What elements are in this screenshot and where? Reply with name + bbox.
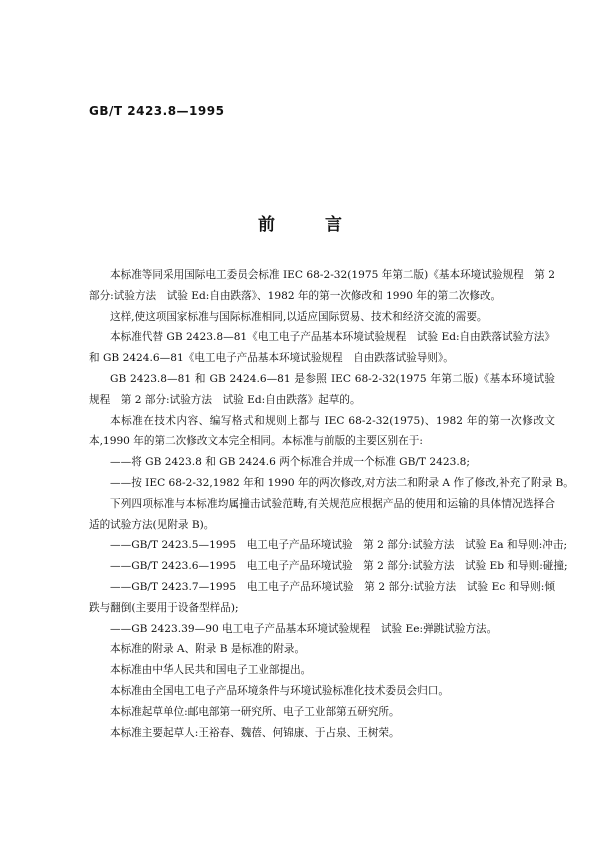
- paragraph-centralized-by: 本标准由全国电工电子产品环境条件与环境试验标准化技术委员会归口。: [110, 684, 449, 697]
- paragraph-adoption: 本标准等同采用国际电工委员会标准 IEC 68-2-32(1975 年第二版)《基本环境试验规程 第 2 部分:试验方法 试验 Ed:自由跌落》、1982 年的第一次修改和 1990 年的第二次修改。: [89, 269, 555, 302]
- list-item-gbt-2423-6: ——GB/T 2423.6—1995 电工电子产品环境试验 第 2 部分:试验方法 试验 Eb 和导则:碰撞;: [110, 560, 568, 573]
- paragraph-proposed-by: 本标准由中华人民共和国电子工业部提出。: [110, 664, 312, 677]
- paragraph-purpose: 这样,使这项国家标准与国际标准相同,以适应国际贸易、技术和经济交流的需要。: [110, 310, 488, 323]
- section-title: 前 言: [258, 215, 364, 235]
- standard-number: GB/T 2423.8—1995: [89, 104, 225, 118]
- paragraph-drafting-units: 本标准起草单位:邮电部第一研究所、电子工业部第五研究所。: [110, 705, 400, 718]
- paragraph-drafters: 本标准主要起草人:王裕春、魏蓓、何锦康、于占泉、王树荣。: [110, 726, 400, 739]
- list-item-gbt-2423-7: ——GB/T 2423.7—1995 电工电子产品环境试验 第 2 部分:试验方法 试验 Ec 和导则:倾跌与翻倒(主要用于设备型样品);: [89, 580, 555, 614]
- list-item-merge: ——将 GB 2423.8 和 GB 2424.6 两个标准合并成一个标准 GB/T 2423.8;: [110, 456, 470, 469]
- list-item-amendment: ——按 IEC 68-2-32,1982 年和 1990 年的两次修改,对方法二和附录 A 作了修改,补充了附录 B。: [110, 476, 574, 489]
- paragraph-appendices: 本标准的附录 A、附录 B 是标准的附录。: [110, 643, 306, 656]
- paragraph-replaces: 本标准代替 GB 2423.8—81《电工电子产品基本环境试验规程 试验 Ed:自由跌落试验方法》和 GB 2424.6—81《电工电子产品基本环境试验规程 自由跌落试验导则》。: [89, 331, 555, 365]
- paragraph-related-standards: 下列四项标准与本标准均属撞击试验范畴,有关规范应根据产品的使用和运输的具体情况选择合适的试验方法(见附录 B)。: [89, 497, 555, 531]
- paragraph-differences: 本标准在技术内容、编写格式和规则上都与 IEC 68-2-32(1975)、1982 年的第一次修改文本,1990 年的第二次修改文本完全相同。本标准与前版的主要区别在于:: [89, 414, 555, 448]
- foreword-body: [89, 265, 574, 743]
- list-item-gb-2423-39: ——GB 2423.39—90 电工电子产品基本环境试验规程 试验 Ee:弹跳试验方法。: [110, 622, 498, 635]
- paragraph-reference: GB 2423.8—81 和 GB 2424.6—81 是参照 IEC 68-2-32(1975 年第二版)《基本环境试验规程 第 2 部分:试验方法 试验 Ed:自由跌落》起草的。: [89, 372, 555, 406]
- list-item-gbt-2423-5: ——GB/T 2423.5—1995 电工电子产品环境试验 第 2 部分:试验方法 试验 Ea 和导则:冲击;: [110, 539, 568, 552]
